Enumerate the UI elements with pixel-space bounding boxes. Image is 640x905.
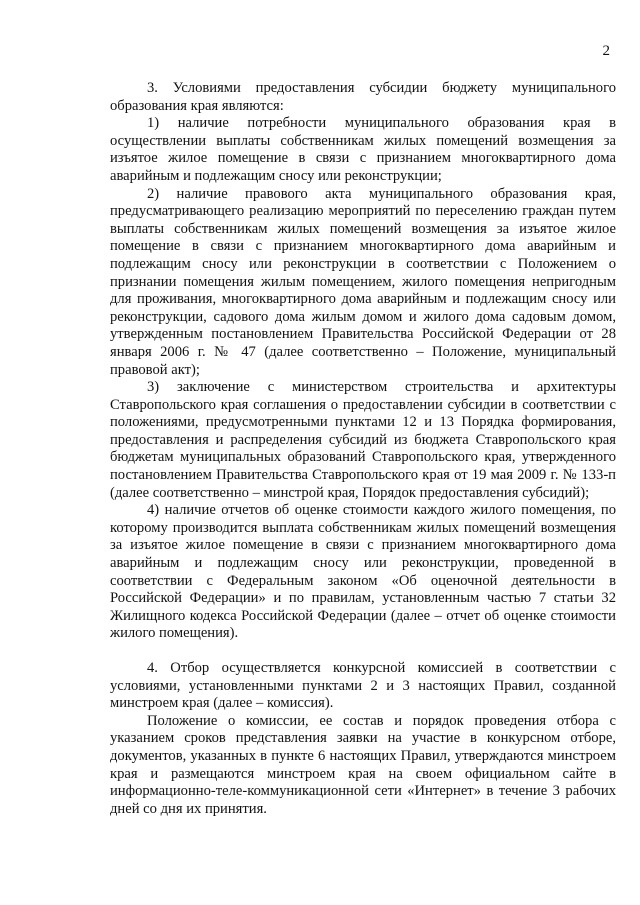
paragraph-condition-2: 2) наличие правового акта муниципального образования края, предусматривающего реализацию мероприятий по переселению граждан путем выплаты собственникам жилых помещений возмещения за изъятое жилое помещение в связи с признанием многоквартирного дома аварийным и подлежащим сносу или реконструкции в соответствии с Положением о признании помещения жилым помещением, жилого помещения непригодным для проживания, многоквартирного дома аварийным и подлежащим сносу или реконструкции, садового дома жилым домом и жилого дома садовым домом, утвержденным постановлением Правительства Российской Федерации от 28 января 2006 г. № 47 (далее соответственно – Положение, муниципальный правовой акт); <box>110 185 616 378</box>
paragraph-commission-regulation: Положение о комиссии, ее состав и порядок проведения отбора с указанием сроков представления заявки на участие в конкурсном отборе, документов, указанных в пункте 6 настоящих Правил, утверждаются минстроем края и размещаются минстроем края на своем официальном сайте в информационно-теле-коммуникационной сети «Интернет» в течение 3 рабочих дней со дня их принятия. <box>110 712 616 817</box>
paragraph-condition-3: 3) заключение с министерством строительства и архитектуры Ставропольского края соглашения о предоставлении субсидии в соответствии с положениями, предусмотренными пунктами 12 и 13 Порядка формирования, предоставления и распределения субсидий из бюджета Ставропольского края бюджетам муниципальных образований Ставропольского края, утвержденного постановлением Правительства Ставропольского края от 19 мая 2009 г. № 133-п (далее соответственно – минстрой края, Порядок предоставления субсидий); <box>110 379 616 501</box>
document-body <box>110 80 616 818</box>
paragraph-item-3-conditions: 3. Условиями предоставления субсидии бюджету муниципального образования края являются: <box>110 80 616 114</box>
page-number: 2 <box>602 43 610 59</box>
paragraph-item-4-selection: 4. Отбор осуществляется конкурсной комиссией в соответствии с условиями, установленными пунктами 2 и 3 настоящих Правил, созданной минстроем края (далее – комиссия). <box>110 660 616 712</box>
paragraph-condition-4: 4) наличие отчетов об оценке стоимости каждого жилого помещения, по которому производится выплата собственникам жилых помещений возмещения за изъятое жилое помещение в связи с признанием многоквартирного дома аварийным и подлежащим сносу или реконструкции, проведенной в соответствии с Федеральным законом «Об оценочной деятельности в Российской Федерации» и по правилам, установленным частью 7 статьи 32 Жилищного кодекса Российской Федерации (далее – отчет об оценке стоимости жилого помещения). <box>110 502 616 642</box>
paragraph-condition-1: 1) наличие потребности муниципального образования края в осуществлении выплаты собственникам жилых помещений возмещения за изъятое жилое помещение в связи с признанием многоквартирного дома аварийным и подлежащим сносу или реконструкции; <box>110 115 616 184</box>
